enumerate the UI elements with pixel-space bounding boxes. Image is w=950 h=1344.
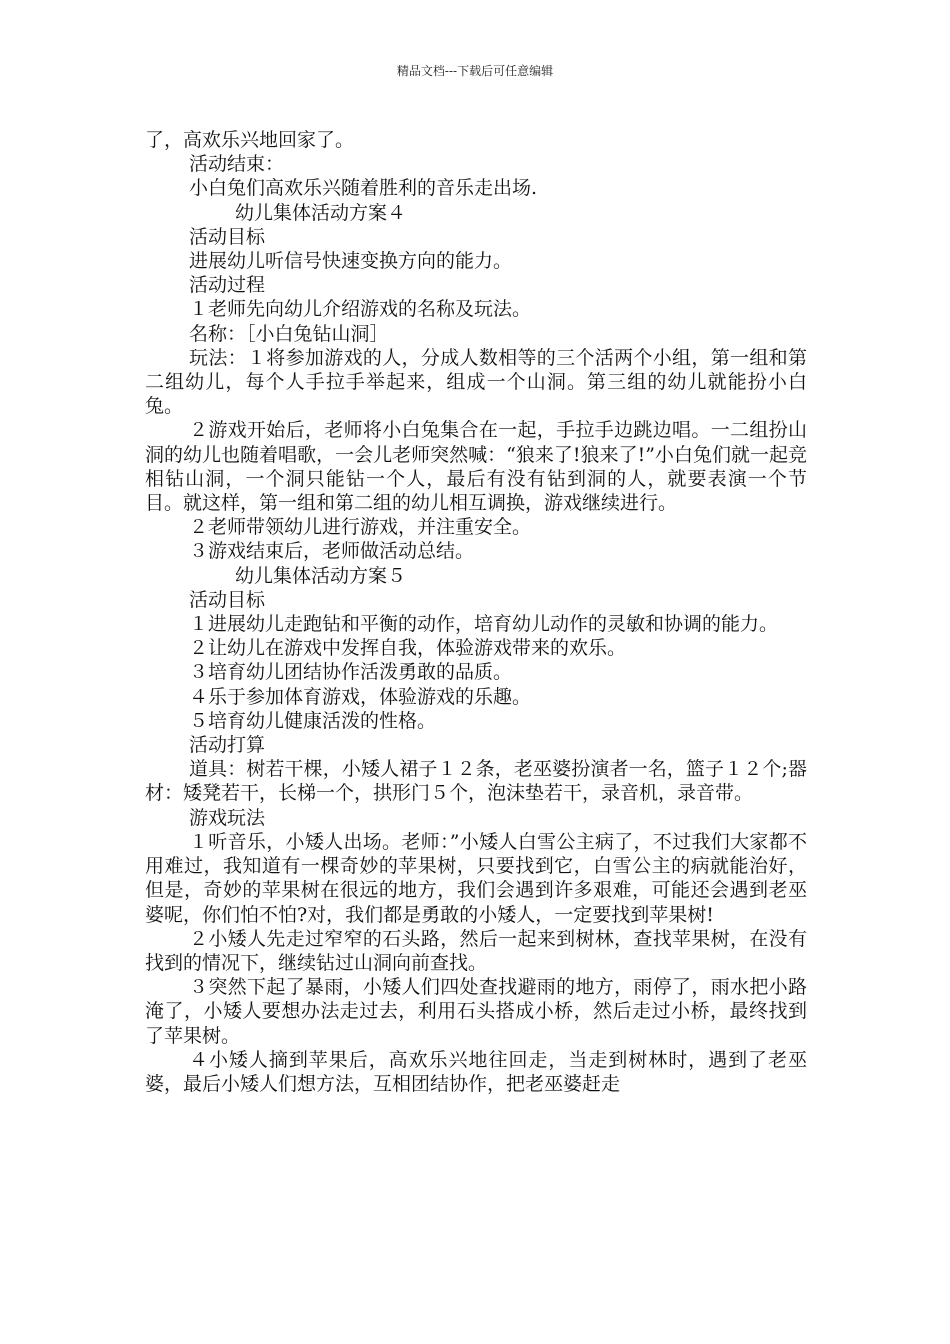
paragraph: ２让幼儿在游戏中发挥自我，体验游戏带来的欢乐。 [189,637,627,660]
section-heading: 幼儿集体活动方案４ [235,201,407,224]
paragraph: １听音乐，小矮人出场。老师：”小矮人白雪公主病了，不过我们大家都不用难过，我知道有一棵奇妙的苹果树，只要找到它，白雪公主的病就能治好，但是，奇妙的苹果树在很远的地方，我们会遇到许多艰难，可能还会遇到老巫婆呢，你们怕不怕?对，我们都是勇敢的小矮人，一定要找到苹果树! [145,830,807,926]
document-body [145,128,807,1096]
paragraph: １老师先向幼儿介绍游戏的名称及玩法。 [189,298,532,321]
paragraph: 名称：［小白兔钻山洞］ [189,322,389,345]
paragraph: 道具：树若干棵，小矮人裙子１２条，老巫婆扮演者一名，篮子１２个;器材：矮凳若干，长梯一个，拱形门５个，泡沫垫若干，录音机，录音带。 [145,758,807,805]
paragraph: ３培育幼儿团结协作活泼勇敢的品质。 [189,661,513,684]
paragraph: 玩法：１将参加游戏的人，分成人数相等的三个活两个小组，第一组和第二组幼儿，每个人手拉手举起来，组成一个山洞。第三组的幼儿就能扮小白兔。 [145,346,807,418]
paragraph: 活动目标 [189,225,266,248]
paragraph: ２游戏开始后，老师将小白兔集合在一起，手拉手边跳边唱。一二组扮山洞的幼儿也随着唱歌，一会儿老师突然喊：“狼来了!狼来了!”小白兔们就一起竞相钻山洞，一个洞只能钻一个人，最后有没有钻到洞的人，就要表演一个节目。就这样，第一组和第二组的幼儿相互调换，游戏继续进行。 [145,419,807,515]
paragraph: 活动过程 [189,274,266,297]
paragraph: １进展幼儿走跑钻和平衡的动作，培育幼儿动作的灵敏和协调的能力。 [189,613,779,636]
paragraph: 进展幼儿听信号快速变换方向的能力。 [189,250,513,273]
paragraph: 活动目标 [189,588,266,611]
paragraph: ５培育幼儿健康活泼的性格。 [189,709,437,732]
paragraph: 小白兔们高欢乐兴随着胜利的音乐走出场. [189,177,538,200]
paragraph: ２老师带领幼儿进行游戏，并注重安全。 [189,516,532,539]
paragraph: 了，高欢乐兴地回家了。 [145,129,355,151]
paragraph: ３突然下起了暴雨，小矮人们四处查找避雨的地方，雨停了，雨水把小路淹了，小矮人要想办法走过去，利用石头搭成小桥，然后走过小桥，最终找到了苹果树。 [145,976,807,1047]
section-heading: 幼儿集体活动方案５ [235,564,407,587]
paragraph: ４乐于参加体育游戏，体验游戏的乐趣。 [189,685,532,708]
paragraph: ４小矮人摘到苹果后，高欢乐兴地往回走，当走到树林时，遇到了老巫婆，最后小矮人们想方法，互相团结协作，把老巫婆赶走 [145,1048,807,1095]
paragraph: 活动打算 [189,734,266,757]
paragraph: ３游戏结束后，老师做活动总结。 [189,540,475,563]
page-header: 精品文档---下载后可任意编辑 [396,64,554,78]
paragraph: 游戏玩法 [189,806,266,829]
paragraph: 活动结束： [189,153,285,176]
paragraph: ２小矮人先走过窄窄的石头路，然后一起来到树林，查找苹果树，在没有找到的情况下，继续钻过山洞向前查找。 [145,927,807,974]
